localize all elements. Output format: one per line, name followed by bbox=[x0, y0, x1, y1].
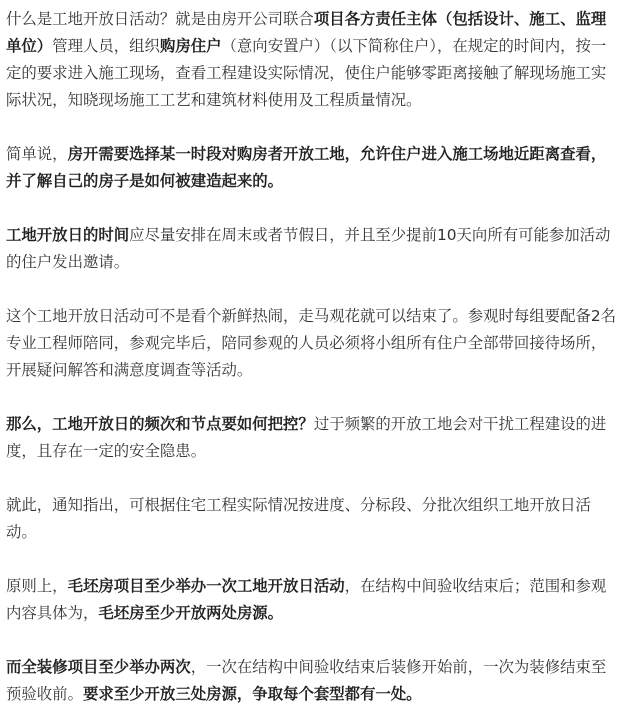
article-body bbox=[6, 6, 618, 708]
text-segment: 这个工地开放日活动可不是看个新鲜热闹，走马观花就可以结束了。参观时每组要配备2名专业工程师陪同，参观完毕后，陪同参观的人员必须将小组所有住户全部带回接待场所，开展疑问解答和满意度调查等活动。 bbox=[6, 307, 617, 379]
paragraph-6 bbox=[6, 492, 618, 546]
bold-text-segment: 房开需要选择某一时段对购房者开放工地，允许住户进入施工场地近距离查看，并了解自己的房子是如何被建造起来的。 bbox=[6, 145, 607, 190]
text-segment: ，一次在结构中间验收结束后装修开始前，一次为装修结束至预验收前。 bbox=[6, 658, 607, 703]
text-segment: 原则上， bbox=[6, 577, 68, 595]
bold-text-segment: 购房住户 bbox=[159, 37, 222, 55]
text-segment: 什么是工地开放日活动？就是由房开公司联合 bbox=[6, 10, 314, 28]
paragraph-4 bbox=[6, 303, 618, 384]
bold-text-segment: 工地开放日的时间 bbox=[6, 226, 130, 244]
paragraph-1 bbox=[6, 6, 618, 114]
text-segment: （意向安置户）（以下简称住户），在规定的时间内，按一定的要求进入施工现场，查看工程建设实际情况，使住户能够零距离接触了解现场施工实际状况，知晓现场施工工艺和建筑材料使用及工程质量情况。 bbox=[6, 37, 607, 109]
bold-text-segment: 毛坯房项目至少举办一次工地开放日活动 bbox=[67, 577, 345, 595]
text-segment: 就此，通知指出，可根据住宅工程实际情况按进度、分标段、分批次组织工地开放日活动。 bbox=[6, 496, 591, 541]
paragraph-3 bbox=[6, 222, 618, 276]
text-segment: 过于频繁的开放工地会对干扰工程建设的进度，且存在一定的安全隐患。 bbox=[6, 415, 607, 460]
paragraph-8 bbox=[6, 654, 618, 708]
text-segment: 管理人员，组织 bbox=[52, 37, 160, 55]
paragraph-2 bbox=[6, 141, 618, 195]
bold-text-segment: 而全装修项目至少举办两次 bbox=[6, 658, 191, 676]
bold-text-segment: 毛坯房至少开放两处房源。 bbox=[98, 604, 284, 622]
text-segment: 应尽量安排在周末或者节假日，并且至少提前10天向所有可能参加活动的住户发出邀请。 bbox=[6, 226, 611, 271]
paragraph-5 bbox=[6, 411, 618, 465]
text-segment: 简单说， bbox=[6, 145, 68, 163]
paragraph-7 bbox=[6, 573, 618, 627]
bold-text-segment: 那么，工地开放日的频次和节点要如何把控？ bbox=[6, 415, 314, 433]
bold-text-segment: 项目各方责任主体（包括设计、施工、监理单位） bbox=[6, 10, 607, 55]
text-segment: ，在结构中间验收结束后；范围和参观内容具体为， bbox=[6, 577, 607, 622]
bold-text-segment: 要求至少开放三处房源，争取每个套型都有一处。 bbox=[82, 685, 422, 703]
